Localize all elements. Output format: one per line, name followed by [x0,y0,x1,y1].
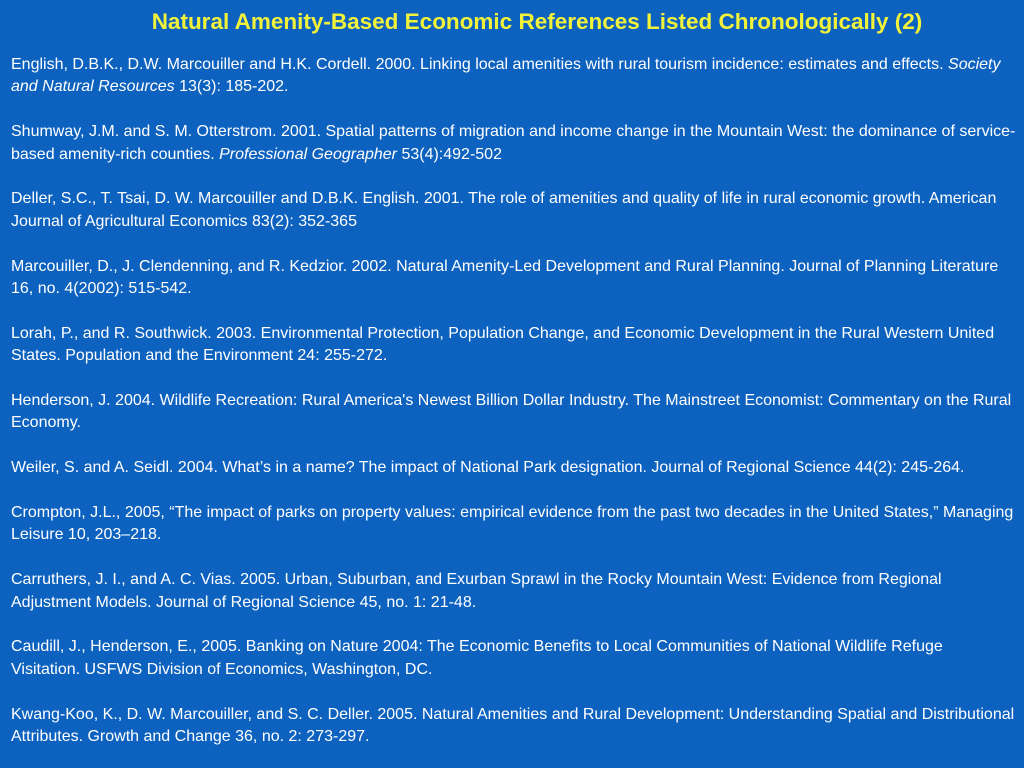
reference-text: Kwang-Koo, K., D. W. Marcouiller, and S. C. Deller. 2005. Natural Amenities and Rural Development: Understanding Spatial and Distributional Attributes. Growth and Change 36, no. 2: 273-297. [11,705,1015,746]
reference-text: Lorah, P., and R. Southwick. 2003. Environmental Protection, Population Change, and Economic Development in the Rural Western United States. Population and the Environment 24: 255-272. [11,324,995,365]
reference-text: Carruthers, J. I., and A. C. Vias. 2005. Urban, Suburban, and Exurban Sprawl in the Rocky Mountain West: Evidence from Regional Adjustment Models. Journal of Regional Science 45, no. 1: 21-48. [11,571,942,611]
reference-citation: 13(3): 185-202. [174,78,289,96]
reference-text: Henderson, J. 2004. Wildlife Recreation: Rural America's Newest Billion Dollar Industry. The Mainstreet Economist: Commentary on the Rural Economy. [11,392,1012,432]
reference-text: Crompton, J.L., 2005, “The impact of parks on property values: empirical evidence from the past two decades in the United States,” Managing Leisure 10, 203–218. [11,504,1014,544]
reference-text: Caudill, J., Henderson, E., 2005. Banking on Nature 2004: The Economic Benefits to Local Communities of National Wildlife Refuge Visitation. USFWS Division of Economics, Washington, DC. [11,638,943,678]
reference-text: Weiler, S. and A. Seidl. 2004. What’s in a name? The impact of National Park designation. Journal of Regional Science 44(2): 245-264. [11,459,965,477]
reference-item [11,569,1016,614]
reference-item [11,188,1016,233]
reference-journal: Society and Natural Resources [11,56,1001,96]
reference-item [11,457,1016,479]
reference-item [11,704,1016,749]
reference-text: Marcouiller, D., J. Clendenning, and R. Kedzior. 2002. Natural Amenity-Led Development and Rural Planning. Journal of Planning Literature 16, no. 4(2002): 515-542. [11,257,999,298]
reference-list [11,54,1016,748]
reference-item [11,502,1016,547]
reference-text: Deller, S.C., T. Tsai, D. W. Marcouiller and D.B.K. English. 2001. The role of amenities and quality of life in rural economic growth. American Journal of Agricultural Economics 83(2): 352-365 [11,190,997,230]
reference-journal: Professional Geographer [219,145,397,163]
reference-item [11,121,1016,166]
reference-text: Shumway, J.M. and S. M. Otterstrom. 2001. Spatial patterns of migration and income change in the Mountain West: the dominance of service-based amenity-rich counties. [11,123,1016,163]
reference-text: English, D.B.K., D.W. Marcouiller and H.K. Cordell. 2000. Linking local amenities with rural tourism incidence: estimates and effects. [11,56,949,73]
reference-citation: 53(4):492-502 [397,145,502,163]
reference-item [11,390,1016,435]
reference-item [11,636,1016,681]
slide-title: Natural Amenity-Based Economic References Listed Chronologically (2) [151,9,923,34]
reference-item [11,54,1016,99]
reference-item [11,323,1016,368]
reference-item [11,256,1016,301]
